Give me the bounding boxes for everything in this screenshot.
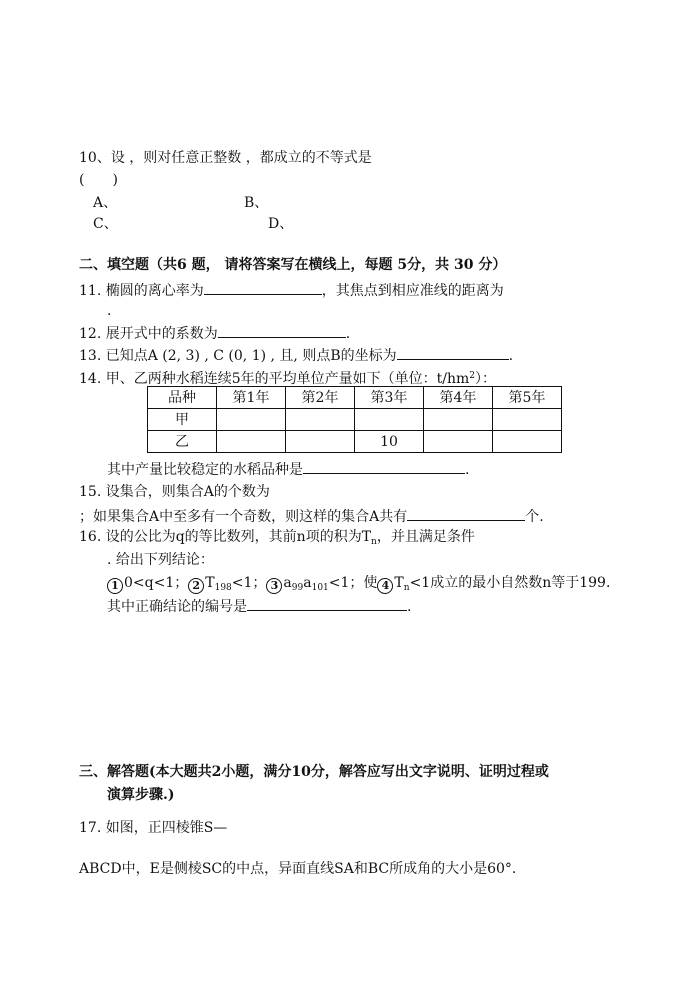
q11-line: [79, 280, 504, 300]
q12-answer-blank: [218, 323, 346, 338]
q14-text-a: 14. 甲、乙两种水稻连续5年的平均单位产量如下（单位：t/hm: [79, 371, 470, 387]
table-header-cell: 品种: [148, 387, 217, 409]
q16-line-1: [79, 528, 475, 551]
table-header-cell: 第5年: [493, 387, 562, 409]
section-2-heading: 二、填空题（共6 题， 请将答案写在横线上，每题 5分，共 30 分）: [79, 257, 507, 273]
q10-option-d: D、: [268, 216, 294, 232]
q10-answer-paren: ( ): [79, 172, 118, 188]
q14-after-line: [107, 459, 469, 479]
table-cell: [355, 409, 424, 431]
q12-text: 12. 展开式中的系数为: [79, 326, 218, 342]
table-cell: [493, 431, 562, 453]
table-cell: 10: [355, 431, 424, 453]
conclusion-3-text: <1；使: [328, 575, 378, 591]
conclusion-4-subscript: n: [403, 583, 410, 593]
section-3-heading-line-1: 三、解答题(本大题共2小题，满分10分，解答应写出文字说明、证明过程或: [79, 764, 549, 780]
q14-after-text: 其中产量比较稳定的水稻品种是: [107, 462, 303, 478]
q17-line-2: ABCD中，E是侧棱SC的中点，异面直线SA和BC所成角的大小是60°.: [79, 861, 517, 877]
q16-text-b: ，并且满足条件: [376, 529, 475, 545]
conclusion-2-subscript: 198: [214, 583, 232, 593]
q13-end: .: [508, 348, 514, 364]
q17-line-1: 17. 如图，正四棱锥S—: [79, 820, 228, 836]
table-header-row: [148, 387, 562, 409]
q14-line: [79, 367, 496, 388]
q15-text-a: ；如果集合A中至多有一个奇数，则这样的集合A共有: [79, 509, 408, 525]
table-cell: [217, 431, 286, 453]
q16-text-a: 16. 设的公比为q的等比数列，其前n项的积为T: [79, 529, 372, 545]
conclusion-4-text: <1成立的最小自然数n等于199.: [409, 575, 611, 591]
table-header-cell: 第3年: [355, 387, 424, 409]
circled-number-2: 2: [188, 578, 204, 594]
q14-answer-blank: [303, 459, 465, 474]
q11-text-b: ，其焦点到相应准线的距离为: [321, 283, 504, 299]
q14-after-end: .: [465, 462, 470, 478]
table-cell: [217, 409, 286, 431]
yield-table: [147, 386, 562, 453]
circled-number-1: 1: [107, 578, 123, 594]
q16-line-4-text: 其中正确结论的编号是: [107, 599, 247, 615]
circled-number-3: 3: [266, 578, 282, 594]
q16-conclusions-line: [107, 574, 610, 597]
conclusion-3-a2: a: [303, 575, 312, 591]
conclusion-2-T: T: [205, 575, 215, 591]
q11-text-a: 11. 椭圆的离心率为: [79, 283, 204, 299]
table-cell: 甲: [148, 409, 217, 431]
q16-answer-blank: [247, 596, 407, 611]
q13-line: [79, 345, 513, 365]
table-row: [148, 409, 562, 431]
table-cell: [493, 409, 562, 431]
q14-unit-superscript: 2: [469, 371, 475, 381]
q10-option-a: A、: [93, 195, 118, 211]
table-cell: [424, 431, 493, 453]
conclusion-4-T: T: [394, 575, 404, 591]
q15-text-b: 个.: [525, 509, 544, 525]
q12-line: [79, 323, 350, 343]
conclusion-2-text: <1；: [231, 575, 267, 591]
circled-number-4: 4: [377, 578, 393, 594]
q12-end: .: [345, 326, 351, 342]
table-header-cell: 第2年: [286, 387, 355, 409]
table-cell: [286, 409, 355, 431]
table-cell: 乙: [148, 431, 217, 453]
q15-line-2: [79, 506, 544, 526]
table-header-cell: 第4年: [424, 387, 493, 409]
conclusion-3-a: a: [283, 575, 292, 591]
conclusion-3-subscript-2: 101: [311, 583, 329, 593]
q15-answer-blank: [407, 506, 525, 521]
q10-stem: 10、设 ，则对任意正整数 ，都成立的不等式是: [79, 150, 372, 166]
q14-text-b: ）：: [475, 371, 496, 387]
q16-subscript-n: n: [371, 537, 377, 547]
q11-line-2: .: [107, 303, 112, 319]
q13-text: 13. 已知点A (2, 3) , C (0, 1) , 且, 则点B的坐标为: [79, 348, 397, 364]
table-cell: [424, 409, 493, 431]
q10-option-b: B、: [244, 195, 269, 211]
q15-line-1: 15. 设集合，则集合A的个数为: [79, 484, 270, 500]
table-row: [148, 431, 562, 453]
q11-answer-blank-1: [204, 280, 322, 295]
q13-answer-blank: [397, 345, 509, 360]
q16-line-4: [107, 596, 411, 616]
conclusion-3-subscript-1: 99: [291, 583, 304, 593]
q10-option-c: C、: [93, 216, 118, 232]
table-header-cell: 第1年: [217, 387, 286, 409]
conclusion-1-text: 0<q<1；: [124, 575, 189, 591]
table-cell: [286, 431, 355, 453]
q16-line-2: . 给出下列结论：: [107, 552, 214, 568]
section-3-heading-line-2: 演算步骤.): [107, 787, 175, 803]
q16-line-4-end: .: [407, 599, 412, 615]
